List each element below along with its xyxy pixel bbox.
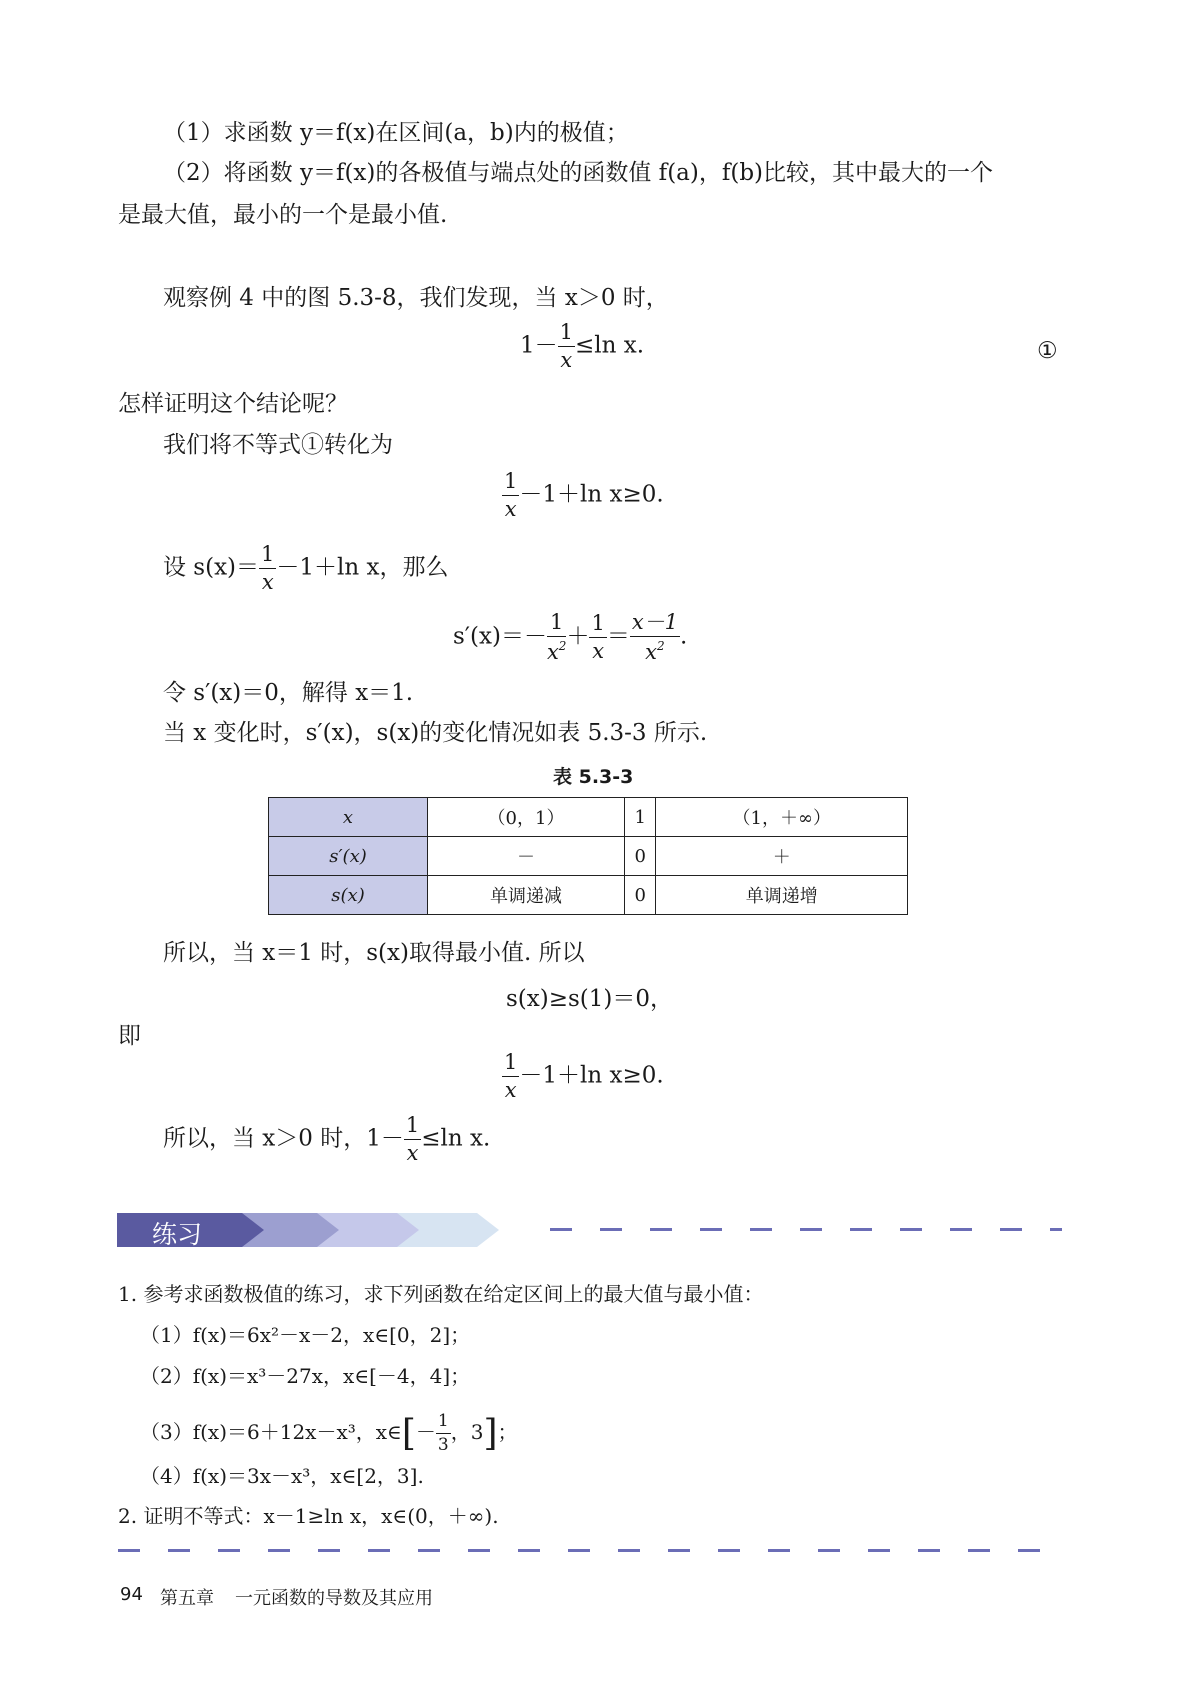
- exercise-q1-4: （4）f(x)＝3x－x³，x∈[2，3].: [140, 1464, 424, 1488]
- inequality-1: [520, 322, 644, 371]
- when-text: 当 x 变化时，s′(x)，s(x)的变化情况如表 5.3-3 所示.: [163, 720, 708, 746]
- q1-3-end: ；: [497, 1420, 518, 1444]
- deriv-end: .: [680, 623, 688, 650]
- q1-3-tail: ，3: [450, 1420, 484, 1444]
- chapter-label: 第五章: [160, 1588, 214, 1609]
- page-number: 94: [120, 1584, 143, 1605]
- table-header-cell: x: [269, 798, 428, 837]
- define-s: [163, 544, 449, 593]
- dash-segment: [600, 1228, 622, 1231]
- observe-text: 观察例 4 中的图 5.3-8，我们发现，当 x＞0 时，: [163, 285, 669, 311]
- table-cell: 0: [625, 876, 656, 915]
- conclude-text: 所以，当 x＝1 时，s(x)取得最小值. 所以: [163, 940, 585, 966]
- dash-segment: [918, 1549, 940, 1552]
- dash-segment: [750, 1228, 772, 1231]
- exercise-q1-2: （2）f(x)＝x³－27x，x∈[－4，4]；: [140, 1364, 471, 1388]
- table-cell: 单调递减: [428, 876, 625, 915]
- frac-num: 1: [404, 1115, 421, 1140]
- dash-segment: [950, 1228, 972, 1231]
- eq4-right: －1＋ln x≥0.: [519, 1062, 664, 1089]
- deriv-left: s′(x)＝－: [453, 623, 547, 650]
- dash-segment: [818, 1549, 840, 1552]
- dash-segment: [668, 1549, 690, 1552]
- frac-den: x: [592, 639, 605, 663]
- step-2-line-1: （2）将函数 y＝f(x)的各极值与端点处的函数值 f(a)，f(b)比较，其中最大的一个: [163, 160, 994, 186]
- derivative-eq: [453, 612, 687, 663]
- dash-segment: [718, 1549, 740, 1552]
- table-cell: 单调递增: [656, 876, 908, 915]
- dash-segment: [968, 1549, 990, 1552]
- table-header-cell: s′(x): [269, 837, 428, 876]
- dash-segment: [618, 1549, 640, 1552]
- define-left: 设 s(x)＝: [163, 554, 260, 581]
- dash-segment: [118, 1549, 140, 1552]
- eq2-right: －1＋ln x≥0.: [519, 481, 664, 508]
- ji-text: 即: [118, 1023, 141, 1049]
- inequality-2: [502, 471, 664, 520]
- fraction-1-over-x: [502, 471, 519, 520]
- frac-den: x: [261, 570, 274, 594]
- exercise-q1: 1. 参考求函数极值的练习，求下列函数在给定区间上的最大值与最小值：: [118, 1282, 764, 1306]
- fraction-1-over-x: [558, 322, 575, 371]
- exercise-q2: 2. 证明不等式：x－1≥ln x，x∈(0，＋∞).: [118, 1504, 499, 1528]
- dash-segment: [318, 1549, 340, 1552]
- table-row: [269, 798, 908, 837]
- exercise-q1-1: （1）f(x)＝6x²－x－2，x∈[0，2]；: [140, 1323, 471, 1347]
- dash-segment: [518, 1549, 540, 1552]
- dash-segment: [368, 1549, 390, 1552]
- frac-den: x: [546, 640, 559, 664]
- fraction-1-over-x: [404, 1115, 421, 1164]
- eq1-right: ≤ln x.: [575, 332, 645, 359]
- frac-num: 1: [589, 613, 606, 638]
- fraction-1-over-x: [589, 613, 606, 662]
- dash-segment: [1050, 1228, 1062, 1231]
- table-header-cell: s(x): [269, 876, 428, 915]
- exercise-q1-3: （3）f(x)＝6＋12x－x³，x∈[－ $\frac{1}{3}$ ，3]；: [140, 1411, 518, 1455]
- fraction-1-over-x2: $\frac{1}{x^2}$: [546, 610, 567, 664]
- fraction-xm1-over-x2: $\frac{x-1}{x^2}$: [631, 610, 679, 664]
- frac-num: 1: [502, 471, 519, 496]
- dash-segment: [168, 1549, 190, 1552]
- inequality-4: [502, 1052, 664, 1101]
- deriv-equals: ＝: [606, 623, 630, 650]
- question-text: 怎样证明这个结论呢？: [118, 391, 348, 417]
- frac-den: 3: [437, 1435, 449, 1455]
- final-left: 所以，当 x＞0 时，1－: [163, 1125, 404, 1152]
- dash-segment: [268, 1549, 290, 1552]
- frac-den: x: [560, 348, 573, 372]
- final-right: ≤ln x.: [421, 1125, 491, 1152]
- frac-den: x: [504, 1078, 517, 1102]
- dash-segment: [468, 1549, 490, 1552]
- frac-num: 1: [502, 1052, 519, 1077]
- dash-segment: [850, 1228, 872, 1231]
- fraction-1-over-x: [259, 544, 276, 593]
- dash-segment: [550, 1228, 572, 1231]
- frac-den: x: [504, 497, 517, 521]
- table-cell: 0: [625, 837, 656, 876]
- eq1-left: 1－: [520, 332, 558, 359]
- define-right: －1＋ln x，那么: [276, 554, 449, 581]
- transform-text: 我们将不等式①转化为: [163, 432, 393, 458]
- chapter-title: 一元函数的导数及其应用: [235, 1588, 433, 1609]
- frac-den: x: [645, 640, 658, 664]
- dash-segment: [1018, 1549, 1040, 1552]
- final-statement: [163, 1115, 490, 1164]
- table-row: [269, 876, 908, 915]
- table-caption: 表 5.3-3: [553, 766, 634, 788]
- step-2-line-2: 是最大值，最小的一个是最小值.: [118, 202, 448, 228]
- dash-segment: [1000, 1228, 1022, 1231]
- variation-table: [268, 797, 908, 915]
- dash-segment: [568, 1549, 590, 1552]
- step-1: （1）求函数 y＝f(x)在区间(a，b)内的极值；: [163, 120, 629, 146]
- frac-num: x－1: [630, 612, 680, 637]
- dash-segment: [650, 1228, 672, 1231]
- inequality-3: s(x)≥s(1)＝0，: [506, 986, 674, 1012]
- table-cell: ＋: [656, 837, 908, 876]
- fraction-1-over-x: [502, 1052, 519, 1101]
- dash-segment: [768, 1549, 790, 1552]
- table-cell: （0，1）: [428, 798, 625, 837]
- frac-num: 1: [259, 544, 276, 569]
- dash-segment: [700, 1228, 722, 1231]
- frac-num: 1: [547, 612, 566, 637]
- dash-segment: [900, 1228, 922, 1231]
- table-cell: 1: [625, 798, 656, 837]
- let-text: 令 s′(x)＝0，解得 x＝1.: [163, 680, 414, 706]
- table-row: [269, 837, 908, 876]
- table-cell: （1，＋∞）: [656, 798, 908, 837]
- fraction-1-over-3: [436, 1413, 451, 1454]
- q1-3-left: （3）f(x)＝6＋12x－x³，x∈: [140, 1420, 402, 1444]
- frac-den: x: [406, 1141, 419, 1165]
- table-cell: －: [428, 837, 625, 876]
- exercise-title: 练习: [152, 1220, 203, 1249]
- dash-segment: [418, 1549, 440, 1552]
- dash-segment: [868, 1549, 890, 1552]
- deriv-plus: ＋: [566, 623, 590, 650]
- equation-tag: ①: [1037, 338, 1058, 364]
- frac-num: 1: [436, 1413, 451, 1434]
- dash-segment: [800, 1228, 822, 1231]
- frac-num: 1: [558, 322, 575, 347]
- dash-segment: [218, 1549, 240, 1552]
